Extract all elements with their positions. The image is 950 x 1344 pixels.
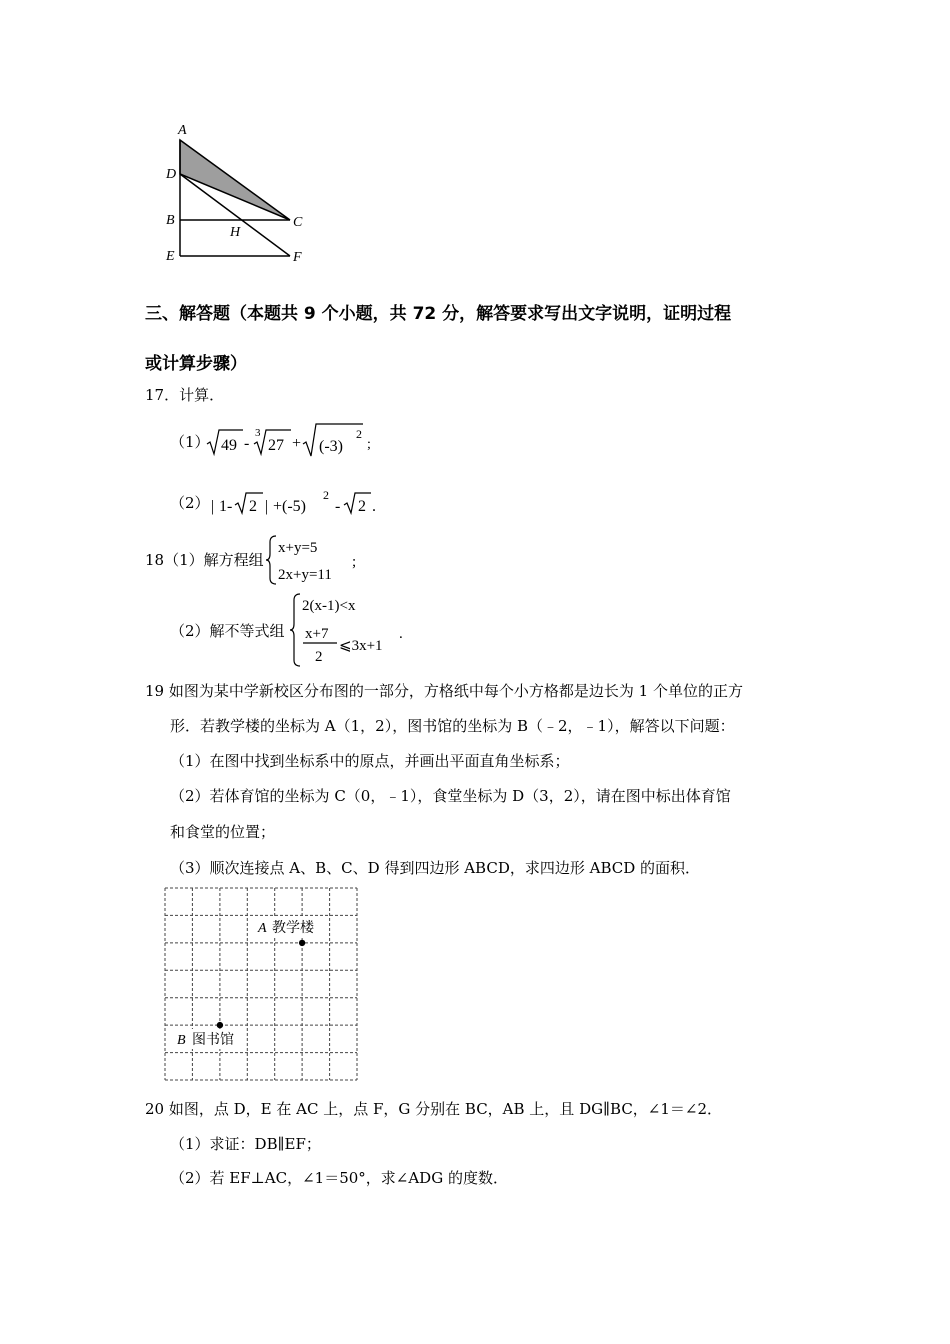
teaching-building-label: 教学楼 <box>272 921 314 936</box>
section-heading-line2: 或计算步骤） <box>145 354 247 374</box>
q19-line2: 形．若教学楼的坐标为 A（1，2），图书馆的坐标为 B（﹣2，﹣1），解答以下问题： <box>170 717 735 735</box>
cube-root-index: 3 <box>255 427 261 439</box>
q19-line1: 19 如图为某中学新校区分布图的一部分，方格纸中每个小方格都是边长为 1 个单位的正方 <box>145 682 743 700</box>
label-b: B <box>166 213 175 228</box>
point-b-dot <box>217 1022 223 1028</box>
fraction-denominator: 2 <box>315 649 323 665</box>
triangle-figure <box>160 118 310 268</box>
left-brace <box>266 536 276 584</box>
label-e: E <box>166 249 175 264</box>
inequality-2-rhs: ⩽3x+1 <box>339 638 383 654</box>
semicolon: ; <box>367 437 371 452</box>
q19-line3: （1）在图中找到坐标系中的原点，并画出平面直角坐标系； <box>170 752 570 770</box>
plus-sign: + <box>292 435 302 452</box>
shaded-region <box>180 140 290 220</box>
q17-part1-label: （1） <box>170 433 210 451</box>
q17-title: 17．计算． <box>145 386 225 404</box>
semicolon-18: ; <box>352 554 357 570</box>
one-minus: 1- <box>219 498 233 515</box>
campus-grid <box>164 887 360 1083</box>
label-h: H <box>230 225 241 240</box>
q19-line5: 和食堂的位置； <box>170 823 276 841</box>
radicand-2a: 2 <box>249 498 257 515</box>
label-a: A <box>178 123 187 138</box>
label-d: D <box>166 167 177 182</box>
point-b-letter: B <box>177 1033 186 1048</box>
radicand-neg3: (-3) <box>319 438 343 455</box>
fraction-numerator: x+7 <box>305 626 329 642</box>
period: . <box>372 498 376 515</box>
radicand-49: 49 <box>221 437 237 454</box>
library-label: 图书馆 <box>192 1033 234 1048</box>
q20-line2: （1）求证：DB∥EF； <box>170 1135 321 1153</box>
point-a-dot <box>299 940 305 946</box>
plus-neg5: +(-5) <box>273 498 307 515</box>
q17-part2-expression <box>205 483 385 523</box>
q20-line1: 20 如图，点 D，E 在 AC 上，点 F，G 分别在 BC，AB 上，且 DG∥BC，∠1＝∠2． <box>145 1100 723 1118</box>
point-a-letter: A <box>258 921 267 936</box>
q18-inequality-system <box>288 590 418 670</box>
section-heading-line1: 三、解答题（本题共 9 个小题，共 72 分，解答要求写出文字说明，证明过程 <box>145 304 732 324</box>
q20-line3: （2）若 EF⊥AC，∠1＝50°，求∠ADG 的度数． <box>170 1169 508 1187</box>
left-brace-2 <box>290 594 300 666</box>
q18-part2-label: （2）解不等式组 <box>170 622 285 640</box>
equation-2: 2x+y=11 <box>278 567 332 583</box>
grid-lines <box>165 888 357 1080</box>
label-f: F <box>293 250 302 265</box>
abs-bar-left: | <box>211 498 215 515</box>
equation-1: x+y=5 <box>278 540 318 556</box>
minus-sign: - <box>244 435 250 452</box>
inequality-1: 2(x-1)<x <box>302 598 356 614</box>
exponent-2b: 2 <box>323 488 329 502</box>
q19-line6: （3）顺次连接点 A、B、C、D 得到四边形 ABCD，求四边形 ABCD 的面积． <box>170 859 701 877</box>
radicand-27: 27 <box>268 437 284 454</box>
abs-bar-right: | <box>265 498 269 515</box>
radicand-2b: 2 <box>358 498 366 515</box>
q17-part2-label: （2） <box>170 494 210 512</box>
exponent-2: 2 <box>356 427 362 441</box>
q18-equation-system <box>264 532 364 588</box>
period-18: . <box>399 626 403 642</box>
q18-part1-label: 18（1）解方程组 <box>145 551 264 569</box>
minus-sign-2: - <box>335 498 341 515</box>
label-c: C <box>293 215 303 230</box>
q17-part1-expression <box>205 420 380 460</box>
q19-line4: （2）若体育馆的坐标为 C（0，﹣1），食堂坐标为 D（3，2），请在图中标出体育馆 <box>170 787 731 805</box>
